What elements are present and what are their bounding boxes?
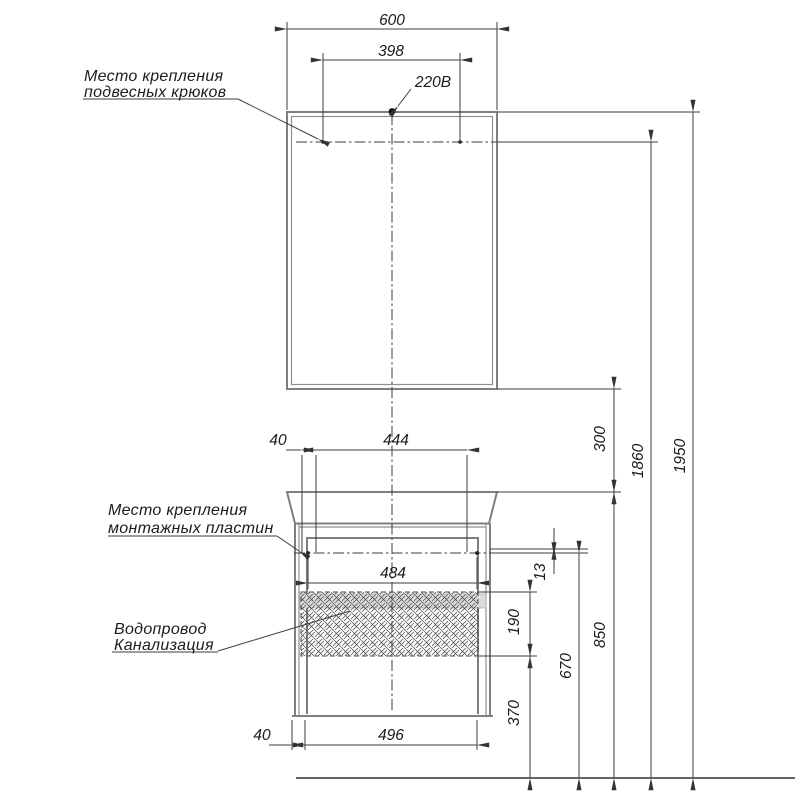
leader-hooks <box>238 99 318 139</box>
dim-40-top-label: 40 <box>269 432 287 449</box>
hatch-fill <box>301 592 478 656</box>
vertical-dimensions <box>479 112 693 778</box>
dim-850-label: 850 <box>592 622 609 648</box>
dim-496-label: 496 <box>378 727 404 744</box>
water-drain-zone <box>301 592 478 656</box>
dim-300-label: 300 <box>592 426 609 452</box>
dim-600-label: 600 <box>379 12 405 29</box>
hook-left-dot <box>321 140 325 144</box>
dim-190-label: 190 <box>506 609 523 635</box>
plates-callout <box>108 536 299 551</box>
water-label-line2: Канализация <box>114 637 214 654</box>
top-dimensions <box>287 22 700 144</box>
dim-444-label: 444 <box>383 432 409 449</box>
hooks-label-line1: Место крепления <box>84 68 224 85</box>
plates-label-line2: монтажных пластин <box>108 520 274 537</box>
dim-40-bottom-label: 40 <box>253 727 271 744</box>
outlet-220v-dot <box>389 108 396 115</box>
voltage-label: 220В <box>414 74 452 91</box>
plate-right-dot <box>475 551 479 555</box>
dim-398-label: 398 <box>378 43 404 60</box>
bottom-dimensions <box>269 720 795 778</box>
mid-dimensions <box>286 389 621 589</box>
hooks-callout <box>83 99 318 139</box>
leader-220v <box>398 89 411 106</box>
dim-670-label: 670 <box>558 653 575 679</box>
hook-right-dot <box>458 140 462 144</box>
dim-1950-label: 1950 <box>672 438 689 474</box>
dim-13-label: 13 <box>532 563 549 581</box>
dim-484-label: 484 <box>380 565 406 582</box>
plates-label-line1: Место крепления <box>108 502 248 519</box>
dim-370-label: 370 <box>506 700 523 726</box>
dim-1860-label: 1860 <box>630 443 647 479</box>
plate-left-dot <box>306 551 310 555</box>
hooks-label-line2: подвесных крюков <box>84 84 227 101</box>
water-label-line1: Водопровод <box>114 621 207 638</box>
